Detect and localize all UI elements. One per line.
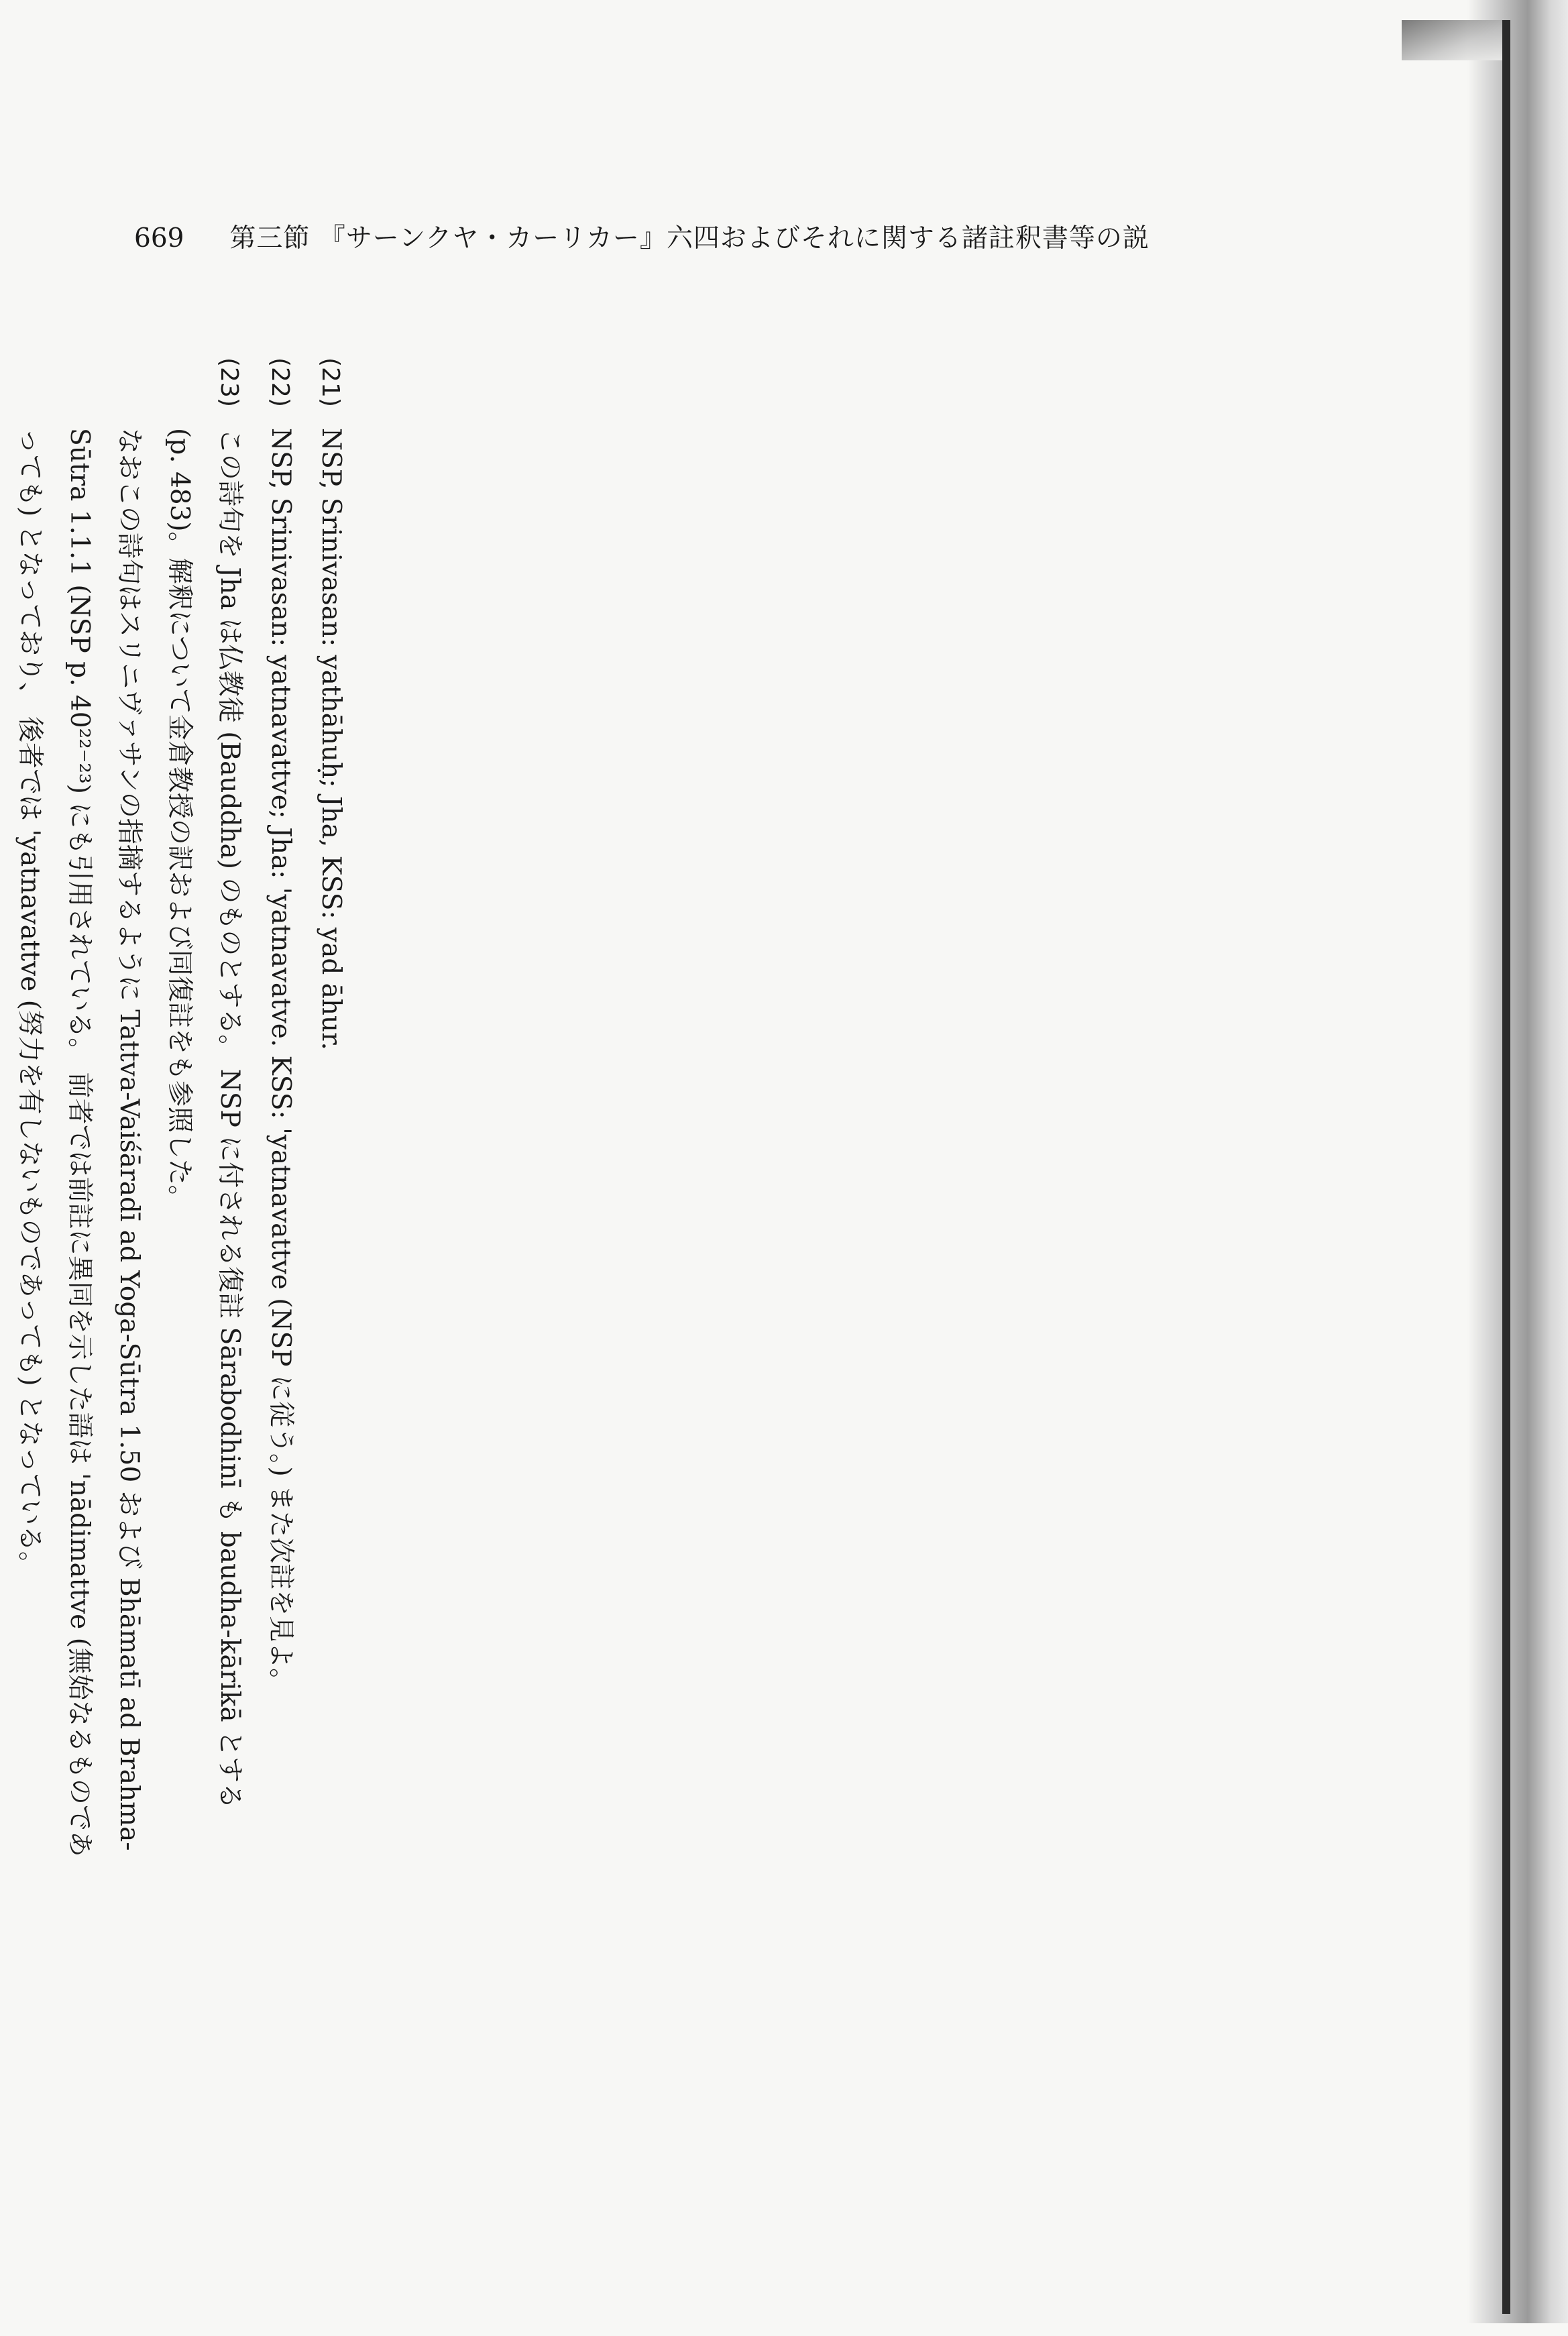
footnote-number bbox=[0, 357, 3, 428]
footnote-number: (22) bbox=[266, 357, 294, 407]
footnotes-block bbox=[0, 357, 355, 2336]
footnote-21 bbox=[305, 357, 355, 2336]
footnote-line: NSP, Srinivasan: yathāhuḥ; Jha, KSS: yad āhur. bbox=[316, 428, 346, 1050]
footnote-line: なおこの詩句はスリニヴァサンの指摘するように Tattva-Vaiśāradī ad Yoga-Sūtra 1.50 および Bhāmatī ad Brahma- bbox=[114, 428, 145, 1851]
footnote-number: (23) bbox=[215, 357, 243, 407]
binding-corner bbox=[1402, 20, 1502, 60]
binding-edge bbox=[1502, 20, 1510, 2314]
footnote-line: Sūtra 1.1.1 (NSP p. 40²²⁻²³) にも引用されている。 前者では前註に異同を示した語は 'nādimattve (無始なるものであ bbox=[64, 428, 95, 1857]
footnote-number: (21) bbox=[317, 357, 344, 407]
footnote-22 bbox=[254, 357, 304, 2336]
footnote-23 bbox=[4, 357, 254, 2336]
footnote-line: っても) となっており、 後者では 'yatnavattve (努力を有しないものであっても) となっている。 bbox=[14, 428, 45, 1578]
page-number: 669 bbox=[134, 223, 184, 254]
footnote-line: この詩句を Jha は仏教徒 (Bauddha) のものとする。 NSP に付される復註 Sārabodhinī も baudha-kārikā とする bbox=[215, 428, 245, 1810]
binding-shadow bbox=[1467, 0, 1568, 2323]
footnote-line: (p. 483)。解釈について金倉教授の訳および同復註をも参照した。 bbox=[164, 428, 194, 1211]
running-title: 第三節 『サーンクヤ・カーリカー』六四およびそれに関する諸註釈書等の説 bbox=[229, 223, 1150, 254]
page-header bbox=[134, 217, 1150, 255]
footnote-line: NSP, Srinivasan: yatnavattve; Jha: 'yatnavatve. KSS: 'yatnavattve (NSP に従う。) また次註を見よ。 bbox=[265, 428, 296, 1695]
